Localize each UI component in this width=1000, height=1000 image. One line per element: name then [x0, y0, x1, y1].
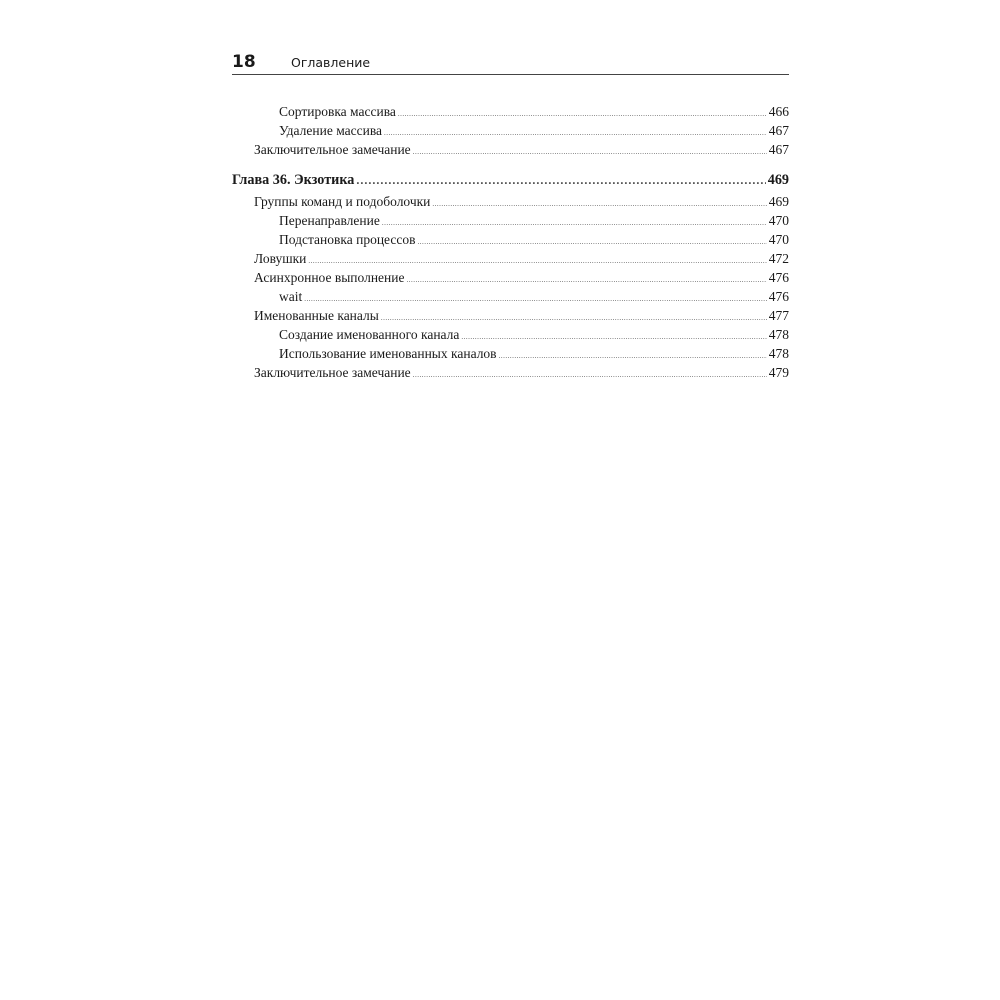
toc-entry-page: 467: [768, 142, 789, 157]
toc-entry-title: wait: [279, 289, 303, 304]
toc-entry: [232, 102, 789, 121]
toc-entry-title: Группы команд и подоболочки: [254, 194, 431, 209]
toc-entry-page: 466: [768, 104, 789, 119]
toc-entry: [232, 287, 789, 306]
table-of-contents: [232, 102, 789, 382]
toc-entry-page: 476: [768, 289, 789, 304]
toc-entry-page: 470: [768, 213, 789, 228]
toc-entry-title: Использование именованных каналов: [279, 346, 497, 361]
dot-leader: [384, 124, 767, 143]
toc-entry: [232, 344, 789, 363]
book-page: [232, 52, 789, 380]
toc-entry: [232, 249, 789, 268]
toc-entry-page: 479: [768, 365, 789, 380]
toc-entry: [232, 268, 789, 287]
toc-entry-page: 478: [768, 327, 789, 342]
section-title: Оглавление: [291, 55, 371, 70]
dot-leader: [417, 233, 766, 252]
toc-entry-title: Асинхронное выполнение: [254, 270, 405, 285]
toc-entry-title: Подстановка процессов: [279, 232, 416, 247]
dot-leader: [499, 347, 767, 366]
toc-entry-title: Удаление массива: [279, 123, 383, 138]
toc-entry: [232, 230, 789, 249]
toc-entry-page: 476: [768, 270, 789, 285]
dot-leader: [382, 214, 767, 233]
toc-entry-page: 478: [768, 346, 789, 361]
dot-leader: [398, 105, 767, 124]
toc-entry: [232, 363, 789, 382]
toc-entry-title: Заключительное замечание: [254, 365, 411, 380]
toc-entry: [232, 140, 789, 159]
toc-entry: [232, 211, 789, 230]
dot-leader: [356, 168, 765, 192]
toc-entry: [232, 325, 789, 344]
running-header: [232, 52, 789, 75]
toc-chapter-heading: [232, 168, 789, 192]
toc-entry-title: Перенаправление: [279, 213, 380, 228]
toc-entry-page: 472: [768, 251, 789, 266]
toc-entry-page: 470: [768, 232, 789, 247]
toc-entry-title: Сортировка массива: [279, 104, 396, 119]
page-number: 18: [232, 52, 256, 72]
toc-entry-title: Заключительное замечание: [254, 142, 411, 157]
chapter-page: 469: [767, 172, 789, 188]
dot-leader: [413, 366, 767, 385]
toc-entry-page: 467: [768, 123, 789, 138]
toc-entry-title: Ловушки: [254, 251, 307, 266]
dot-leader: [406, 271, 766, 290]
toc-entry: [232, 192, 789, 211]
dot-leader: [413, 143, 767, 162]
toc-entry: [232, 121, 789, 140]
dot-leader: [432, 195, 766, 214]
toc-entry-title: Именованные каналы: [254, 308, 379, 323]
toc-entry-title: Создание именованного канала: [279, 327, 460, 342]
chapter-title: Глава 36. Экзотика: [232, 172, 355, 188]
dot-leader: [461, 328, 766, 347]
toc-entry: [232, 306, 789, 325]
toc-entry-page: 477: [768, 308, 789, 323]
toc-entry-page: 469: [768, 194, 789, 209]
